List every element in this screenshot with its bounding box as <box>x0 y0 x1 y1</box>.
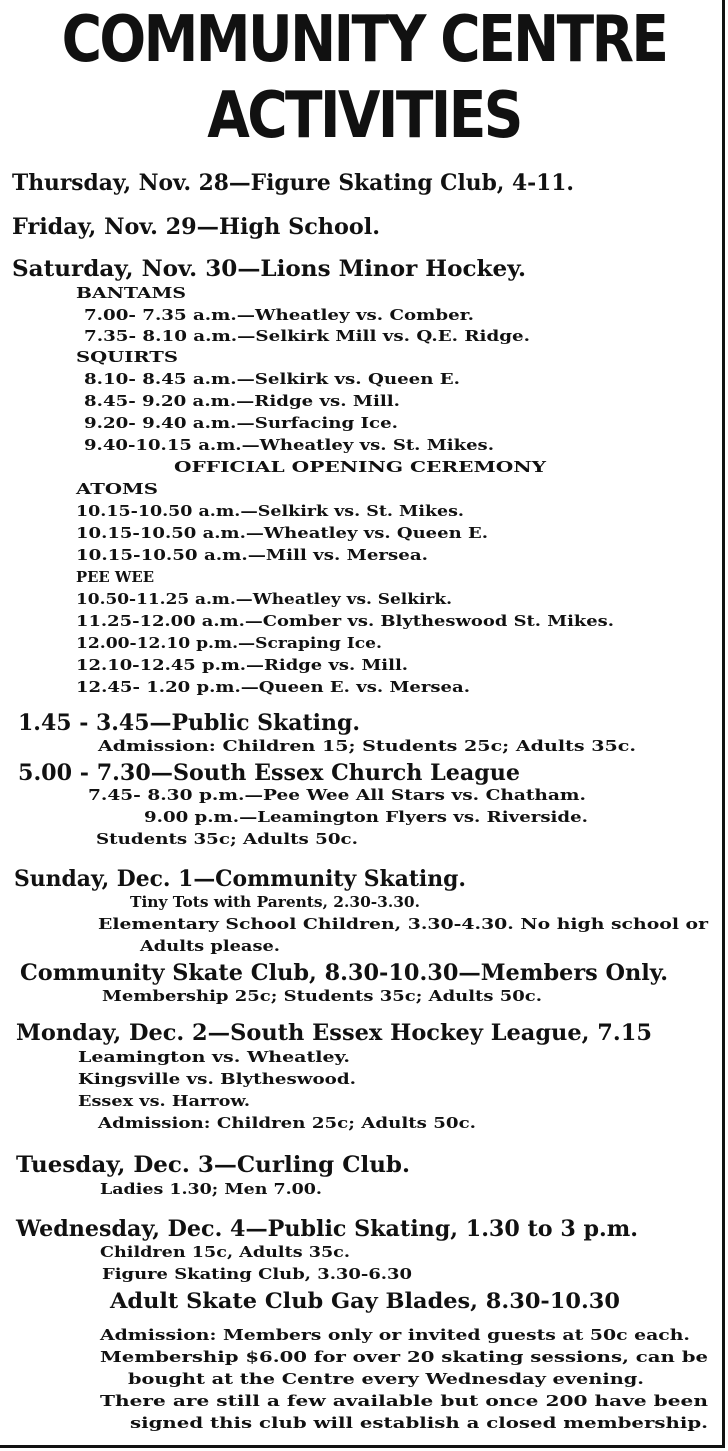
schedule-line: 8.45- 9.20 a.m.—Ridge vs. Mill. <box>84 392 400 410</box>
schedule-line: Admission: Children 15; Students 25c; Adults 35c. <box>98 737 636 755</box>
schedule-line: Kingsville vs. Blytheswood. <box>78 1070 356 1088</box>
schedule-line: bought at the Centre every Wednesday evening. <box>128 1370 644 1388</box>
schedule-line: Figure Skating Club, 3.30-6.30 <box>102 1265 412 1283</box>
schedule-line: Leamington vs. Wheatley. <box>78 1048 350 1066</box>
schedule-line: OFFICIAL OPENING CEREMONY <box>174 458 546 476</box>
schedule-line: 10.50-11.25 a.m.—Wheatley vs. Selkirk. <box>76 590 452 608</box>
schedule-line: Children 15c, Adults 35c. <box>100 1243 350 1261</box>
schedule-line: 8.10- 8.45 a.m.—Selkirk vs. Queen E. <box>84 370 460 388</box>
schedule-line: Membership $6.00 for over 20 skating sessions, can be <box>100 1348 708 1366</box>
schedule-line: Thursday, Nov. 28—Figure Skating Club, 4-11. <box>12 170 574 196</box>
schedule-line: Community Skate Club, 8.30-10.30—Members Only. <box>20 960 668 986</box>
schedule-line: Monday, Dec. 2—South Essex Hockey League, 7.15 <box>16 1020 652 1046</box>
schedule-line: 9.20- 9.40 a.m.—Surfacing Ice. <box>84 414 398 432</box>
schedule-line: Tuesday, Dec. 3—Curling Club. <box>16 1152 410 1178</box>
schedule-line: 12.10-12.45 p.m.—Ridge vs. Mill. <box>76 656 408 674</box>
schedule-line: 12.45- 1.20 p.m.—Queen E. vs. Mersea. <box>76 678 470 696</box>
schedule-line: 9.00 p.m.—Leamington Flyers vs. Riverside. <box>144 808 588 826</box>
schedule-line: BANTAMS <box>76 284 186 302</box>
schedule-line: Wednesday, Dec. 4—Public Skating, 1.30 to 3 p.m. <box>16 1216 638 1242</box>
page-title: COMMUNITY CENTRE <box>61 3 667 77</box>
schedule-line: 7.00- 7.35 a.m.—Wheatley vs. Comber. <box>84 306 474 324</box>
schedule-line: Admission: Members only or invited guests at 50c each. <box>100 1326 690 1344</box>
schedule-line: 11.25-12.00 a.m.—Comber vs. Blytheswood St. Mikes. <box>76 612 614 630</box>
schedule-line: Admission: Children 25c; Adults 50c. <box>98 1114 476 1132</box>
schedule-line: Elementary School Children, 3.30-4.30. No high school or <box>98 915 708 933</box>
schedule-line: 10.15-10.50 a.m.—Mill vs. Mersea. <box>76 546 428 564</box>
schedule-line: 7.45- 8.30 p.m.—Pee Wee All Stars vs. Chatham. <box>88 786 586 804</box>
schedule-line: 1.45 - 3.45—Public Skating. <box>18 710 360 736</box>
schedule-line: 5.00 - 7.30—South Essex Church League <box>18 760 520 786</box>
schedule-line: Tiny Tots with Parents, 2.30-3.30. <box>130 893 420 911</box>
schedule-line: ATOMS <box>76 480 158 498</box>
schedule-line: There are still a few available but once 200 have been <box>100 1392 708 1410</box>
schedule-line: Sunday, Dec. 1—Community Skating. <box>14 866 466 892</box>
schedule-line: Students 35c; Adults 50c. <box>96 830 358 848</box>
schedule-line: 10.15-10.50 a.m.—Wheatley vs. Queen E. <box>76 524 488 542</box>
schedule-line: 10.15-10.50 a.m.—Selkirk vs. St. Mikes. <box>76 502 464 520</box>
schedule-line: Adults please. <box>140 937 280 955</box>
schedule-line: signed this club will establish a closed membership. <box>130 1414 708 1432</box>
schedule-line: Membership 25c; Students 35c; Adults 50c. <box>102 987 542 1005</box>
schedule-line: 12.00-12.10 p.m.—Scraping Ice. <box>76 634 382 652</box>
schedule-line: 9.40-10.15 a.m.—Wheatley vs. St. Mikes. <box>84 436 494 454</box>
schedule-line: Essex vs. Harrow. <box>78 1092 250 1110</box>
schedule-line: Ladies 1.30; Men 7.00. <box>100 1180 322 1198</box>
schedule-line: Friday, Nov. 29—High School. <box>12 214 380 240</box>
schedule-line: Saturday, Nov. 30—Lions Minor Hockey. <box>12 256 526 282</box>
schedule-line: 7.35- 8.10 a.m.—Selkirk Mill vs. Q.E. Ridge. <box>84 327 530 345</box>
schedule-line: Adult Skate Club Gay Blades, 8.30-10.30 <box>110 1288 620 1313</box>
page-title-line2: ACTIVITIES <box>207 79 521 153</box>
schedule-line: SQUIRTS <box>76 348 178 366</box>
schedule-line: PEE WEE <box>76 568 154 586</box>
